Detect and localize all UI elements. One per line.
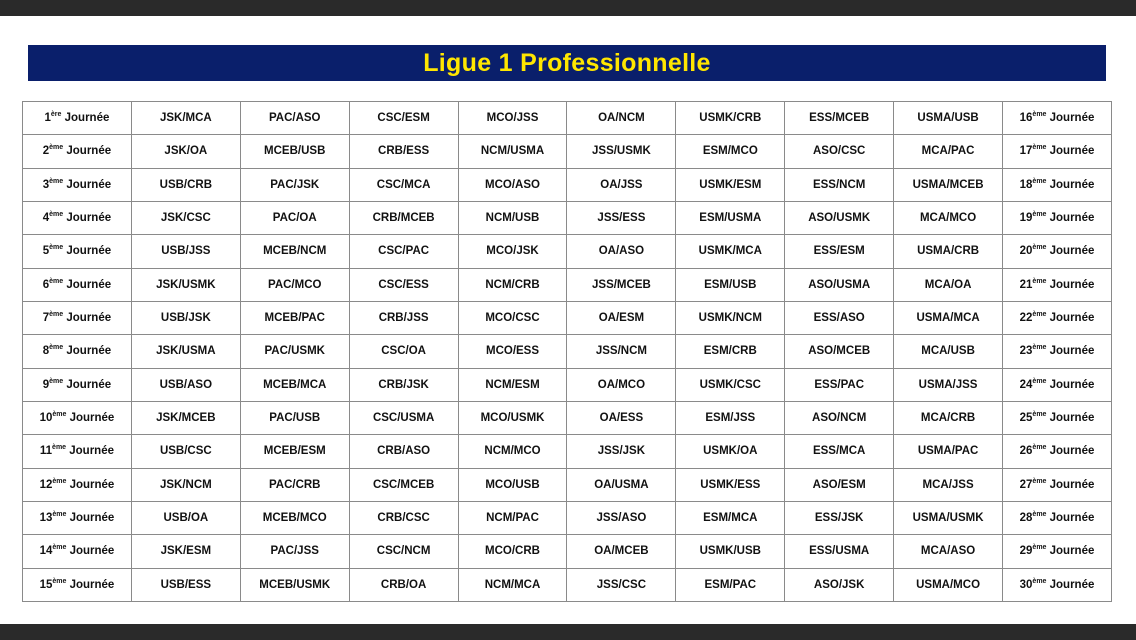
- match-cell: ESS/MCEB: [785, 102, 894, 135]
- match-cell: JSK/OA: [131, 135, 240, 168]
- match-cell: JSK/NCM: [131, 468, 240, 501]
- round-word: Journée: [1049, 512, 1095, 525]
- match-cell: ESM/USB: [676, 268, 785, 301]
- round-number: 21: [1019, 278, 1033, 291]
- round-word: Journée: [1049, 345, 1095, 358]
- round-word: Journée: [66, 178, 112, 191]
- round-label-first-leg: [23, 235, 132, 268]
- match-cell: USMA/JSS: [894, 368, 1003, 401]
- match-cell: CRB/ASO: [349, 435, 458, 468]
- round-ordinal: ème: [52, 577, 67, 585]
- round-word: Journée: [1049, 312, 1095, 325]
- table-row: [23, 501, 1112, 534]
- match-cell: CSC/ESS: [349, 268, 458, 301]
- match-cell: OA/NCM: [567, 102, 676, 135]
- match-cell: MCO/CSC: [458, 301, 567, 334]
- round-ordinal: ème: [1032, 544, 1047, 552]
- match-cell: MCO/JSK: [458, 235, 567, 268]
- match-cell: CSC/ESM: [349, 102, 458, 135]
- match-cell: PAC/USMK: [240, 335, 349, 368]
- round-word: Journée: [1049, 178, 1095, 191]
- table-row: [23, 268, 1112, 301]
- match-cell: USB/JSK: [131, 301, 240, 334]
- match-cell: NCM/USB: [458, 201, 567, 234]
- round-word: Journée: [64, 112, 110, 125]
- match-cell: ESS/NCM: [785, 168, 894, 201]
- match-cell: ASO/CSC: [785, 135, 894, 168]
- match-cell: USMK/ESS: [676, 468, 785, 501]
- match-cell: USB/ESS: [131, 568, 240, 601]
- match-cell: NCM/MCA: [458, 568, 567, 601]
- match-cell: CRB/CSC: [349, 501, 458, 534]
- match-cell: PAC/JSK: [240, 168, 349, 201]
- match-cell: USB/OA: [131, 501, 240, 534]
- match-cell: JSS/ESS: [567, 201, 676, 234]
- match-cell: JSK/MCA: [131, 102, 240, 135]
- match-cell: CSC/OA: [349, 335, 458, 368]
- match-cell: ASO/JSK: [785, 568, 894, 601]
- match-cell: USMA/PAC: [894, 435, 1003, 468]
- match-cell: MCEB/USB: [240, 135, 349, 168]
- round-ordinal: ème: [49, 244, 64, 252]
- match-cell: MCO/JSS: [458, 102, 567, 135]
- match-cell: ASO/MCEB: [785, 335, 894, 368]
- round-number: 10: [39, 412, 53, 425]
- round-number: 27: [1019, 478, 1033, 491]
- match-cell: MCA/ASO: [894, 535, 1003, 568]
- match-cell: ESS/JSK: [785, 501, 894, 534]
- round-ordinal: ème: [1032, 477, 1047, 485]
- table-row: [23, 135, 1112, 168]
- round-word: Journée: [66, 212, 112, 225]
- round-label-first-leg: [23, 268, 132, 301]
- round-number: 3: [42, 178, 50, 191]
- round-label-second-leg: [1003, 501, 1112, 534]
- match-cell: MCA/JSS: [894, 468, 1003, 501]
- round-ordinal: ème: [52, 544, 67, 552]
- round-label-first-leg: [23, 301, 132, 334]
- round-label-first-leg: [23, 201, 132, 234]
- match-cell: ESS/MCA: [785, 435, 894, 468]
- round-word: Journée: [1049, 578, 1095, 591]
- round-number: 9: [42, 378, 50, 391]
- table-row: [23, 235, 1112, 268]
- table-row: [23, 435, 1112, 468]
- match-cell: ESS/ASO: [785, 301, 894, 334]
- table-row: [23, 535, 1112, 568]
- round-number: 25: [1019, 412, 1033, 425]
- round-ordinal: ème: [1032, 277, 1047, 285]
- match-cell: MCO/ASO: [458, 168, 567, 201]
- round-ordinal: ème: [49, 311, 64, 319]
- match-cell: USB/ASO: [131, 368, 240, 401]
- round-number: 13: [39, 512, 53, 525]
- match-cell: CSC/MCA: [349, 168, 458, 201]
- table-row: [23, 102, 1112, 135]
- round-word: Journée: [1049, 245, 1095, 258]
- round-number: 24: [1019, 378, 1033, 391]
- match-cell: MCO/USMK: [458, 401, 567, 434]
- round-ordinal: ème: [1032, 411, 1047, 419]
- match-cell: JSK/MCEB: [131, 401, 240, 434]
- match-cell: USMA/USMK: [894, 501, 1003, 534]
- match-cell: JSS/NCM: [567, 335, 676, 368]
- top-dark-bar: [0, 0, 1136, 16]
- round-label-second-leg: [1003, 201, 1112, 234]
- round-word: Journée: [1049, 412, 1095, 425]
- match-cell: MCEB/MCA: [240, 368, 349, 401]
- match-cell: ASO/USMK: [785, 201, 894, 234]
- round-ordinal: ème: [52, 411, 67, 419]
- match-cell: MCEB/USMK: [240, 568, 349, 601]
- match-cell: NCM/MCO: [458, 435, 567, 468]
- match-cell: PAC/MCO: [240, 268, 349, 301]
- table-row: [23, 468, 1112, 501]
- table-row: [23, 368, 1112, 401]
- round-label-first-leg: [23, 102, 132, 135]
- round-label-second-leg: [1003, 468, 1112, 501]
- match-cell: ESS/PAC: [785, 368, 894, 401]
- match-cell: CSC/PAC: [349, 235, 458, 268]
- round-word: Journée: [69, 512, 115, 525]
- match-cell: PAC/ASO: [240, 102, 349, 135]
- match-cell: OA/USMA: [567, 468, 676, 501]
- round-word: Journée: [69, 412, 115, 425]
- match-cell: USB/CRB: [131, 168, 240, 201]
- match-cell: USMK/CRB: [676, 102, 785, 135]
- round-ordinal: ème: [1032, 577, 1047, 585]
- round-label-second-leg: [1003, 435, 1112, 468]
- match-cell: USMK/OA: [676, 435, 785, 468]
- match-cell: ESM/MCA: [676, 501, 785, 534]
- round-number: 19: [1019, 212, 1033, 225]
- round-ordinal: ème: [49, 377, 64, 385]
- round-label-second-leg: [1003, 335, 1112, 368]
- round-number: 1: [44, 112, 51, 125]
- match-cell: MCO/ESS: [458, 335, 567, 368]
- round-ordinal: ème: [1032, 244, 1047, 252]
- round-word: Journée: [66, 378, 112, 391]
- match-cell: PAC/USB: [240, 401, 349, 434]
- round-word: Journée: [1049, 545, 1095, 558]
- match-cell: USMK/USB: [676, 535, 785, 568]
- round-number: 14: [39, 545, 53, 558]
- match-cell: CSC/USMA: [349, 401, 458, 434]
- match-cell: ASO/ESM: [785, 468, 894, 501]
- round-word: Journée: [66, 278, 112, 291]
- round-word: Journée: [69, 445, 115, 458]
- round-label-first-leg: [23, 401, 132, 434]
- round-number: 29: [1019, 545, 1033, 558]
- match-cell: USMA/CRB: [894, 235, 1003, 268]
- match-cell: CRB/MCEB: [349, 201, 458, 234]
- round-label-second-leg: [1003, 168, 1112, 201]
- round-label-first-leg: [23, 335, 132, 368]
- match-cell: USMA/MCA: [894, 301, 1003, 334]
- match-cell: USMK/CSC: [676, 368, 785, 401]
- match-cell: JSS/CSC: [567, 568, 676, 601]
- match-cell: JSK/CSC: [131, 201, 240, 234]
- match-cell: MCA/PAC: [894, 135, 1003, 168]
- match-cell: NCM/USMA: [458, 135, 567, 168]
- match-cell: JSS/JSK: [567, 435, 676, 468]
- round-word: Journée: [66, 245, 112, 258]
- round-ordinal: ème: [1032, 311, 1047, 319]
- round-label-second-leg: [1003, 368, 1112, 401]
- match-cell: JSS/USMK: [567, 135, 676, 168]
- round-word: Journée: [69, 478, 115, 491]
- round-number: 23: [1019, 345, 1033, 358]
- match-cell: USB/CSC: [131, 435, 240, 468]
- round-ordinal: ère: [50, 111, 62, 119]
- round-number: 4: [42, 212, 50, 225]
- match-cell: PAC/JSS: [240, 535, 349, 568]
- match-cell: MCEB/NCM: [240, 235, 349, 268]
- match-cell: ESM/MCO: [676, 135, 785, 168]
- match-cell: ESS/USMA: [785, 535, 894, 568]
- page-title: Ligue 1 Professionnelle: [423, 48, 711, 77]
- match-cell: OA/ASO: [567, 235, 676, 268]
- round-number: 6: [42, 278, 50, 291]
- round-label-second-leg: [1003, 268, 1112, 301]
- table-row: [23, 335, 1112, 368]
- round-ordinal: ème: [49, 344, 64, 352]
- match-cell: JSK/USMA: [131, 335, 240, 368]
- round-label-second-leg: [1003, 401, 1112, 434]
- round-label-second-leg: [1003, 102, 1112, 135]
- round-number: 8: [42, 345, 50, 358]
- match-cell: ASO/USMA: [785, 268, 894, 301]
- match-cell: JSK/USMK: [131, 268, 240, 301]
- match-cell: MCA/USB: [894, 335, 1003, 368]
- round-number: 28: [1019, 512, 1033, 525]
- match-cell: MCA/CRB: [894, 401, 1003, 434]
- round-label-first-leg: [23, 535, 132, 568]
- match-cell: MCA/OA: [894, 268, 1003, 301]
- round-word: Journée: [69, 545, 115, 558]
- match-cell: ESM/JSS: [676, 401, 785, 434]
- round-word: Journée: [1049, 212, 1095, 225]
- match-cell: OA/ESS: [567, 401, 676, 434]
- round-ordinal: ème: [49, 177, 64, 185]
- round-label-first-leg: [23, 368, 132, 401]
- round-number: 22: [1019, 312, 1033, 325]
- match-cell: ESM/USMA: [676, 201, 785, 234]
- match-cell: CRB/JSS: [349, 301, 458, 334]
- round-label-first-leg: [23, 135, 132, 168]
- round-number: 15: [39, 578, 53, 591]
- fixtures-table-body: [23, 102, 1112, 602]
- table-row: [23, 201, 1112, 234]
- round-word: Journée: [1049, 278, 1095, 291]
- match-cell: USMK/NCM: [676, 301, 785, 334]
- round-word: Journée: [1049, 445, 1095, 458]
- match-cell: PAC/CRB: [240, 468, 349, 501]
- match-cell: ESS/ESM: [785, 235, 894, 268]
- match-cell: CSC/NCM: [349, 535, 458, 568]
- round-word: Journée: [66, 312, 112, 325]
- round-number: 7: [42, 312, 50, 325]
- match-cell: USMK/MCA: [676, 235, 785, 268]
- round-number: 5: [42, 245, 50, 258]
- match-cell: NCM/PAC: [458, 501, 567, 534]
- table-row: [23, 301, 1112, 334]
- match-cell: USMK/ESM: [676, 168, 785, 201]
- match-cell: CRB/OA: [349, 568, 458, 601]
- round-label-second-leg: [1003, 135, 1112, 168]
- match-cell: USMA/USB: [894, 102, 1003, 135]
- match-cell: OA/MCEB: [567, 535, 676, 568]
- table-row: [23, 401, 1112, 434]
- round-ordinal: ème: [1032, 144, 1047, 152]
- match-cell: MCEB/ESM: [240, 435, 349, 468]
- round-word: Journée: [1049, 145, 1095, 158]
- match-cell: OA/MCO: [567, 368, 676, 401]
- round-ordinal: ème: [52, 444, 67, 452]
- match-cell: MCO/CRB: [458, 535, 567, 568]
- match-cell: USB/JSS: [131, 235, 240, 268]
- match-cell: OA/ESM: [567, 301, 676, 334]
- round-label-first-leg: [23, 501, 132, 534]
- round-number: 11: [39, 445, 53, 458]
- round-ordinal: ème: [49, 211, 64, 219]
- match-cell: JSS/MCEB: [567, 268, 676, 301]
- match-cell: NCM/CRB: [458, 268, 567, 301]
- table-row: [23, 568, 1112, 601]
- round-word: Journée: [66, 145, 112, 158]
- match-cell: MCEB/PAC: [240, 301, 349, 334]
- round-ordinal: ème: [1032, 211, 1047, 219]
- fixtures-table: [22, 101, 1112, 602]
- match-cell: NCM/ESM: [458, 368, 567, 401]
- round-word: Journée: [69, 578, 115, 591]
- round-label-first-leg: [23, 168, 132, 201]
- round-ordinal: ème: [49, 277, 64, 285]
- match-cell: OA/JSS: [567, 168, 676, 201]
- round-word: Journée: [1049, 378, 1095, 391]
- match-cell: CSC/MCEB: [349, 468, 458, 501]
- round-label-first-leg: [23, 435, 132, 468]
- match-cell: MCO/USB: [458, 468, 567, 501]
- round-number: 18: [1019, 178, 1033, 191]
- round-word: Journée: [1049, 112, 1095, 125]
- round-ordinal: ème: [52, 477, 67, 485]
- round-number: 17: [1019, 145, 1033, 158]
- title-banner: [28, 45, 1106, 81]
- match-cell: JSK/ESM: [131, 535, 240, 568]
- round-number: 26: [1019, 445, 1033, 458]
- match-cell: USMA/MCO: [894, 568, 1003, 601]
- match-cell: PAC/OA: [240, 201, 349, 234]
- match-cell: CRB/JSK: [349, 368, 458, 401]
- match-cell: USMA/MCEB: [894, 168, 1003, 201]
- round-ordinal: ème: [49, 144, 64, 152]
- round-number: 30: [1019, 578, 1033, 591]
- round-label-first-leg: [23, 568, 132, 601]
- round-label-second-leg: [1003, 568, 1112, 601]
- round-label-second-leg: [1003, 535, 1112, 568]
- round-ordinal: ème: [1032, 344, 1047, 352]
- round-ordinal: ème: [1032, 177, 1047, 185]
- match-cell: CRB/ESS: [349, 135, 458, 168]
- round-number: 12: [39, 478, 53, 491]
- round-label-first-leg: [23, 468, 132, 501]
- round-label-second-leg: [1003, 235, 1112, 268]
- round-ordinal: ème: [1032, 444, 1047, 452]
- round-word: Journée: [66, 345, 112, 358]
- round-ordinal: ème: [1032, 377, 1047, 385]
- round-ordinal: ème: [1032, 511, 1047, 519]
- round-label-second-leg: [1003, 301, 1112, 334]
- bottom-dark-bar: [0, 624, 1136, 640]
- match-cell: ASO/NCM: [785, 401, 894, 434]
- round-number: 2: [42, 145, 50, 158]
- match-cell: MCEB/MCO: [240, 501, 349, 534]
- round-ordinal: ème: [1032, 111, 1047, 119]
- match-cell: ESM/PAC: [676, 568, 785, 601]
- match-cell: ESM/CRB: [676, 335, 785, 368]
- round-number: 16: [1019, 112, 1033, 125]
- match-cell: MCA/MCO: [894, 201, 1003, 234]
- round-number: 20: [1019, 245, 1033, 258]
- round-ordinal: ème: [52, 511, 67, 519]
- table-row: [23, 168, 1112, 201]
- match-cell: JSS/ASO: [567, 501, 676, 534]
- round-word: Journée: [1049, 478, 1095, 491]
